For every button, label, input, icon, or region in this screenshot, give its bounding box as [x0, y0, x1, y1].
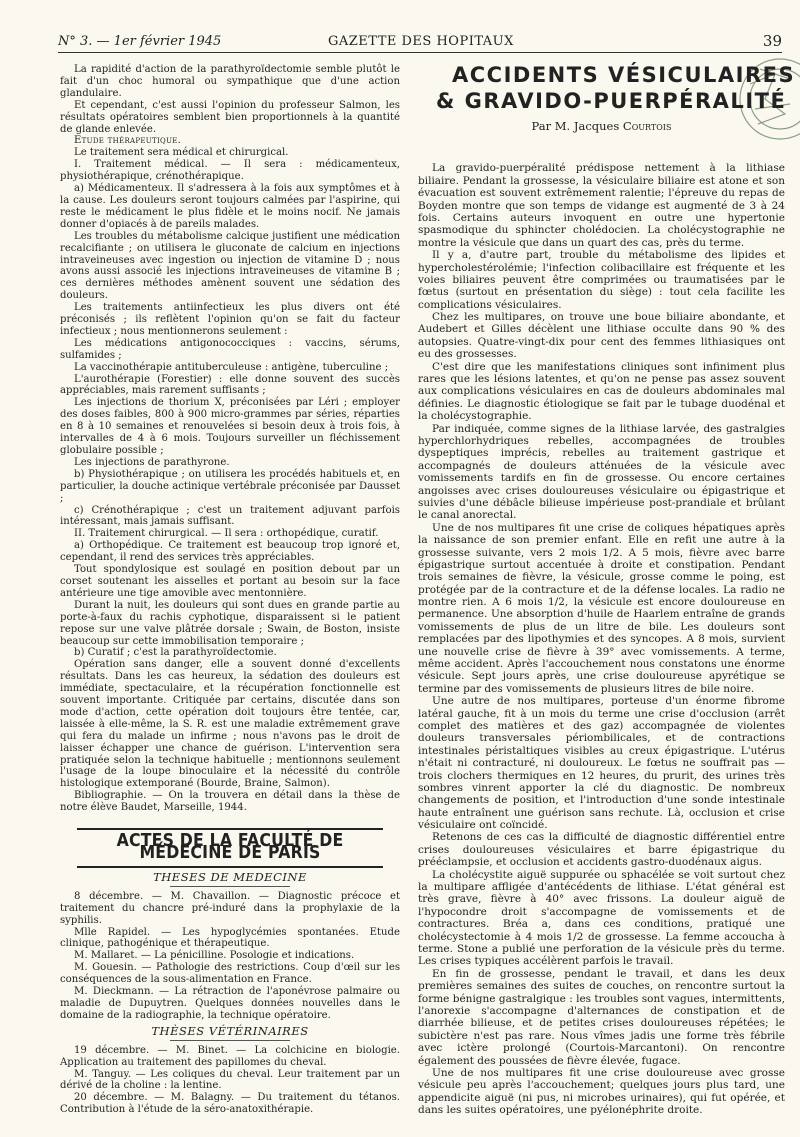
paragraph: Les troubles du métabolisme calcique justifient une médication recalcifiante ; on utilisera le gluconate de calcium en injections intraveineuses avec ingestion ou injection de vitamine D ; nous avons aussi associé les injections intraveineuses de vitamine B ; ces dernières méthodes amènent souvent une sédation des douleurs.: [60, 230, 400, 302]
running-header: [58, 32, 782, 53]
list-item: M. Gouesin. — Pathologie des restrictions. Coup d'œil sur les conséquences de la sous-alimentation en France.: [60, 962, 400, 986]
divider: [170, 886, 290, 887]
article-author: Par M. Jacques Courtois: [531, 119, 672, 133]
paragraph: a) Médicamenteux. Il s'adressera à la fois aux symptômes et à la cause. Les douleurs seront toujours calmées par l'aspirine, qui reste le médicament le plus fidèle et le moins nocif. Ne jamais donner d'opiacés à de pareils malades.: [60, 183, 400, 230]
paragraph: Une de nos multipares fit une crise douloureuse avec grosse vésicule peu après l'accouchement; quelques jours plus tard, une appendicite aiguë (ni pus, ni microbes urinaires), qui fut opérée, et dans les suites opératoires, une pyélonéphrite droite.: [418, 1066, 785, 1117]
actes-title: ACTES DE LA FACULTÉ DE MÉDECINE DE PARIS: [77, 828, 383, 868]
theses-vet-title: THÈSES VÉTÉRINAIRES: [151, 1023, 309, 1038]
list-item: 19 décembre. — M. Binet. — La colchicine en biologie. Application au traitement des papillomes du cheval.: [60, 1044, 400, 1068]
paragraph: La gravido-puerpéralité prédispose nettement à la lithiase biliaire. Pendant la grossesse, la vésiculaire biliaire est atone et son évacuation est souvent extrêmement ralentie; l'épreuve du repas de Boyden montre que son temps de vidange est augmenté de 3 à 24 fois. Certains auteurs invoquent en outre une hypertonie spasmodique du sphincter cholédocien. La cholécystographie ne montre la vésicule que dans un quart des cas, près du terme.: [418, 162, 785, 249]
paragraph: II. Traitement chirurgical. — Il sera : orthopédique, curatif.: [74, 528, 379, 540]
paragraph: b) Curatif ; c'est la parathyroïdectomie.: [74, 647, 277, 659]
paragraph: En fin de grossesse, pendant le travail, et dans les deux premières semaines des suites de couches, on rencontre surtout la forme bénigne gastralgique : les troubles sont vagues, intermittents, l'anorexie s'accompagne d'alternances de constipation et de diarrhée bilieuse, et de petites crises douloureuses répétées; le subictère n'est pas rare. Nous vîmes jadis une forme très fébrile avec ictère prolongé (Courtois-Marcantoni). On rencontre également des poussées de fièvre élevée, fugace.: [418, 967, 785, 1067]
list-item: 20 décembre. — M. Balagny. — Du traitement du tétanos. Contribution à l'étude de la séro-anatoxithérapie.: [60, 1092, 400, 1116]
paragraph: Retenons de ces cas la difficulté de diagnostic différentiel entre crises douloureuses vésiculaires et barre épigastrique du prééclampsie, et occlusion et accidents gastro-duodénaux aigus.: [418, 831, 785, 869]
paragraph: I. Traitement médical. — Il sera : médicamenteux, physiothérapique, crénothérapique.: [60, 159, 400, 183]
section-title: Etude thérapeutique.: [74, 135, 182, 147]
paragraph: La cholécystite aiguë suppurée ou sphacélée se voit surtout chez la multipare affligée d'antécédents de lithiase. L'état général est très grave, fièvre à 40° avec frissons. La douleur aiguë de l'hypocondre droit s'accompagne de vomissements et de contractures. Bréa a, dans ces conditions, pratiqué une cholécystectomie à 4 mois 1/2 de grossesse. La femme accoucha à terme. Stone a publié une perforation de la vésicule près du terme. Les crises typiques accélèrent parfois le travail.: [418, 868, 785, 968]
paragraph: La rapidité d'action de la parathyroïdectomie semble plutôt le fait d'un choc humoral ou sympathique que d'une action glandulaire.: [60, 64, 400, 99]
paragraph: Les traitements antiinfectieux les plus divers ont été préconisés ; ils reflètent l'opinion qu'on se fait du facteur infectieux ; nous mentionnerons seulement :: [60, 302, 400, 337]
issue-date: N° 3. — 1er février 1945: [58, 34, 222, 49]
paragraph: L'aurothérapie (Forestier) : elle donne souvent des succès appréciables, mais rarement suffisants ;: [60, 373, 400, 397]
paragraph: Tout spondylosique est soulagé en position debout par un corset soutenant les aisselles et portant au besoin sur la face antérieure une tige amovible avec mentonnière.: [60, 564, 400, 599]
paragraph: b) Physiothérapique ; on utilisera les procédés habituels et, en particulier, la douche actinique vertébrale préconisée par Dausset ;: [60, 468, 400, 504]
paragraph: C'est dire que les manifestations cliniques sont infiniment plus rares que les lésions latentes, et qu'on ne pense pas assez souvent aux complications vésiculaires en cas de douleurs abdominales mal définies. Le diagnostic étiologique se fait par le tubage duodénal et la cholécystographie.: [418, 360, 785, 423]
paragraph: Les injections de parathyrone.: [74, 456, 230, 468]
list-item: M. Dieckmann. — La rétraction de l'aponévrose palmaire ou maladie de Dupuytren. Quelques données nouvelles dans le domaine de la radiographie, la technique opératoire.: [60, 986, 400, 1021]
journal-name: GAZETTE DES HOPITAUX: [328, 34, 514, 49]
right-column: [418, 62, 796, 1117]
paragraph: Il y a, d'autre part, trouble du métabolisme des lipides et hypercholestérolémie; l'infection colibacillaire est fréquente et les voies biliaires peuvent être comprimées ou traumatisées par le fœtus (surtout en présentation du siège) : tout cela facilite les complications vésiculaires.: [418, 249, 785, 311]
divider: [170, 1040, 290, 1041]
paragraph: Opération sans danger, elle a souvent donné d'excellents résultats. Dans les cas heureux, la sédation des douleurs est immédiate, spectaculaire, et la récupération fonctionnelle est souvent importante. Critiquée par certains, discutée dans son mode d'action, cette opération doit toujours être tentée, car, laissée à elle-même, la S. R. est une maladie extrêmement grave qui fera du malade un infirme ; nous n'avons pas le droit de laisser échapper une chance de guérison. L'intervention sera pratiquée selon la technique habituelle ; mentionnons seulement l'usage de la loupe binoculaire et la nécessité du contrôle histologique extemporané (Bourde, Braine, Salmon).: [60, 659, 400, 790]
paragraph: Par indiquée, comme signes de la lithiase larvée, des gastralgies hyperchlorhydriques rebelles, accompagnées de troubles dyspeptiques imprécis, rebelles au traitement gastrique et accompagnés de douleurs atténuées de la vésicule avec vomissements tardifs en fin de grossesse. Ou encore certaines angoisses avec crises douloureuses vésiculaire ou épigastrique et suivies d'une débâcle bilieuse impérieuse post-prandiale et brûlant le canal anorectal.: [418, 422, 785, 522]
theses-medecine-title: THESES DE MEDECINE: [153, 869, 307, 884]
paragraph: Durant la nuit, les douleurs qui sont dues en grande partie au porte-à-faux du rachis cyphotique, disparaissent si le patient repose sur une valve plâtrée dorsale ; Swain, de Boston, insiste beaucoup sur cette immobilisation temporaire ;: [60, 599, 400, 647]
list-item: M. Mallaret. — La pénicilline. Posologie et indications.: [74, 950, 355, 962]
list-item: 8 décembre. — M. Chavaillon. — Diagnostic précoce et traitement du chancre pré-induré dans la prophylaxie de la syphilis.: [60, 890, 400, 926]
paragraph: Les médications antigonococciques : vaccins, sérums, sulfamides ;: [60, 337, 400, 361]
paragraph: La vaccinothérapie antituberculeuse : antigène, tuberculine ;: [74, 361, 389, 373]
paragraph: Chez les multipares, on trouve une boue biliaire abondante, et Audebert et Gilles décèlent une lithiase occulte dans 90 % des autopsies. Quatre-vingt-dix pour cent des femmes lithiasiques ont eu des grossesses.: [418, 311, 785, 361]
paragraph: Les injections de thorium X, préconisées par Léri ; employer des doses faibles, 800 à 900 micro-grammes par séries, réparties en 8 à 10 semaines et renouvelées si besoin deux à trois fois, à intervalles de 4 à 6 mois. Toujours surveiller un fléchissement globulaire possible ;: [60, 397, 400, 456]
page-number: 39: [762, 32, 782, 50]
bibliography: Bibliographie. — On la trouvera en détail dans la thèse de notre élève Baudet, Marseille, 1944.: [60, 790, 400, 814]
list-item: Mlle Rapidel. — Les hypoglycémies spontanées. Etude clinique, pathogénique et thérapeutique.: [60, 926, 400, 950]
paragraph: Et cependant, c'est aussi l'opinion du professeur Salmon, les résultats opératoires semblent bien proportionnels à la quantité de glande enlevée.: [60, 99, 400, 135]
paragraph: Une autre de nos multipares, porteuse d'un énorme fibrome latéral gauche, fit à un mois du terme une crise d'occlusion (arrêt complet des matières et des gaz) accompagnée de violentes douleurs transversales périombilicales, et de contractions intestinales péristaltiques visibles au creux épigastrique. L'utérus n'était ni contracturé, ni douloureux. Le fœtus ne souffrait pas — trois clochers thermiques en 12 heures, du prurit, des urines très sombres vinrent apporter la clé du diagnostic. De nombreux changements de position, et l'introduction d'une sonde intestinale haute entraînent une guérison sans rechute. Là, occlusion et crise vésiculaire ont coïncidé.: [418, 695, 785, 832]
paragraph: Le traitement sera médical et chirurgical.: [74, 147, 289, 159]
list-item: M. Tanguy. — Les coliques du cheval. Leur traitement par un dérivé de la choline : la lentine.: [60, 1068, 400, 1092]
paragraph: a) Orthopédique. Ce traitement est beaucoup trop ignoré et, cependant, il rend des services très appréciables.: [60, 540, 400, 564]
article-title-line-2: & GRAVIDO-PUERPÉRALITÉ: [436, 89, 787, 113]
article-title-line-1: ACCIDENTS VÉSICULAIRES: [452, 63, 796, 87]
paragraph: c) Crénothérapique ; c'est un traitement adjuvant parfois intéressant, mais jamais suffisant.: [60, 504, 400, 528]
left-column: [60, 64, 400, 1116]
paragraph: Une de nos multipares fit une crise de coliques hépatiques après la naissance de son premier enfant. Elle en refit une autre à la grossesse suivante, vers 2 mois 1/2. A 5 mois, fièvre avec barre épigastrique surtout accentuée à droite et constipation. Pendant trois semaines de fièvre, la vésicule, grosse comme le poing, est protégée par de la contracture et de la défense locales. La radio ne montre rien. A 6 mois 1/2, la vésicule est encore douloureuse en permanence. Une absorption d'huile de Haarlem entraîne de grands vomissements de plus de un litre de bile. Les douleurs sont remplacées par des lipothymies et des syncopes. A 8 mois, survient une nouvelle crise de fièvre à 39° avec vomissements. A terme, même accident. Après l'accouchement nous constatons une énorme vésicule. Sept jours après, une crise douloureuse apyrétique se termine par des vomissements de plusieurs litres de bile noire.: [418, 521, 785, 695]
